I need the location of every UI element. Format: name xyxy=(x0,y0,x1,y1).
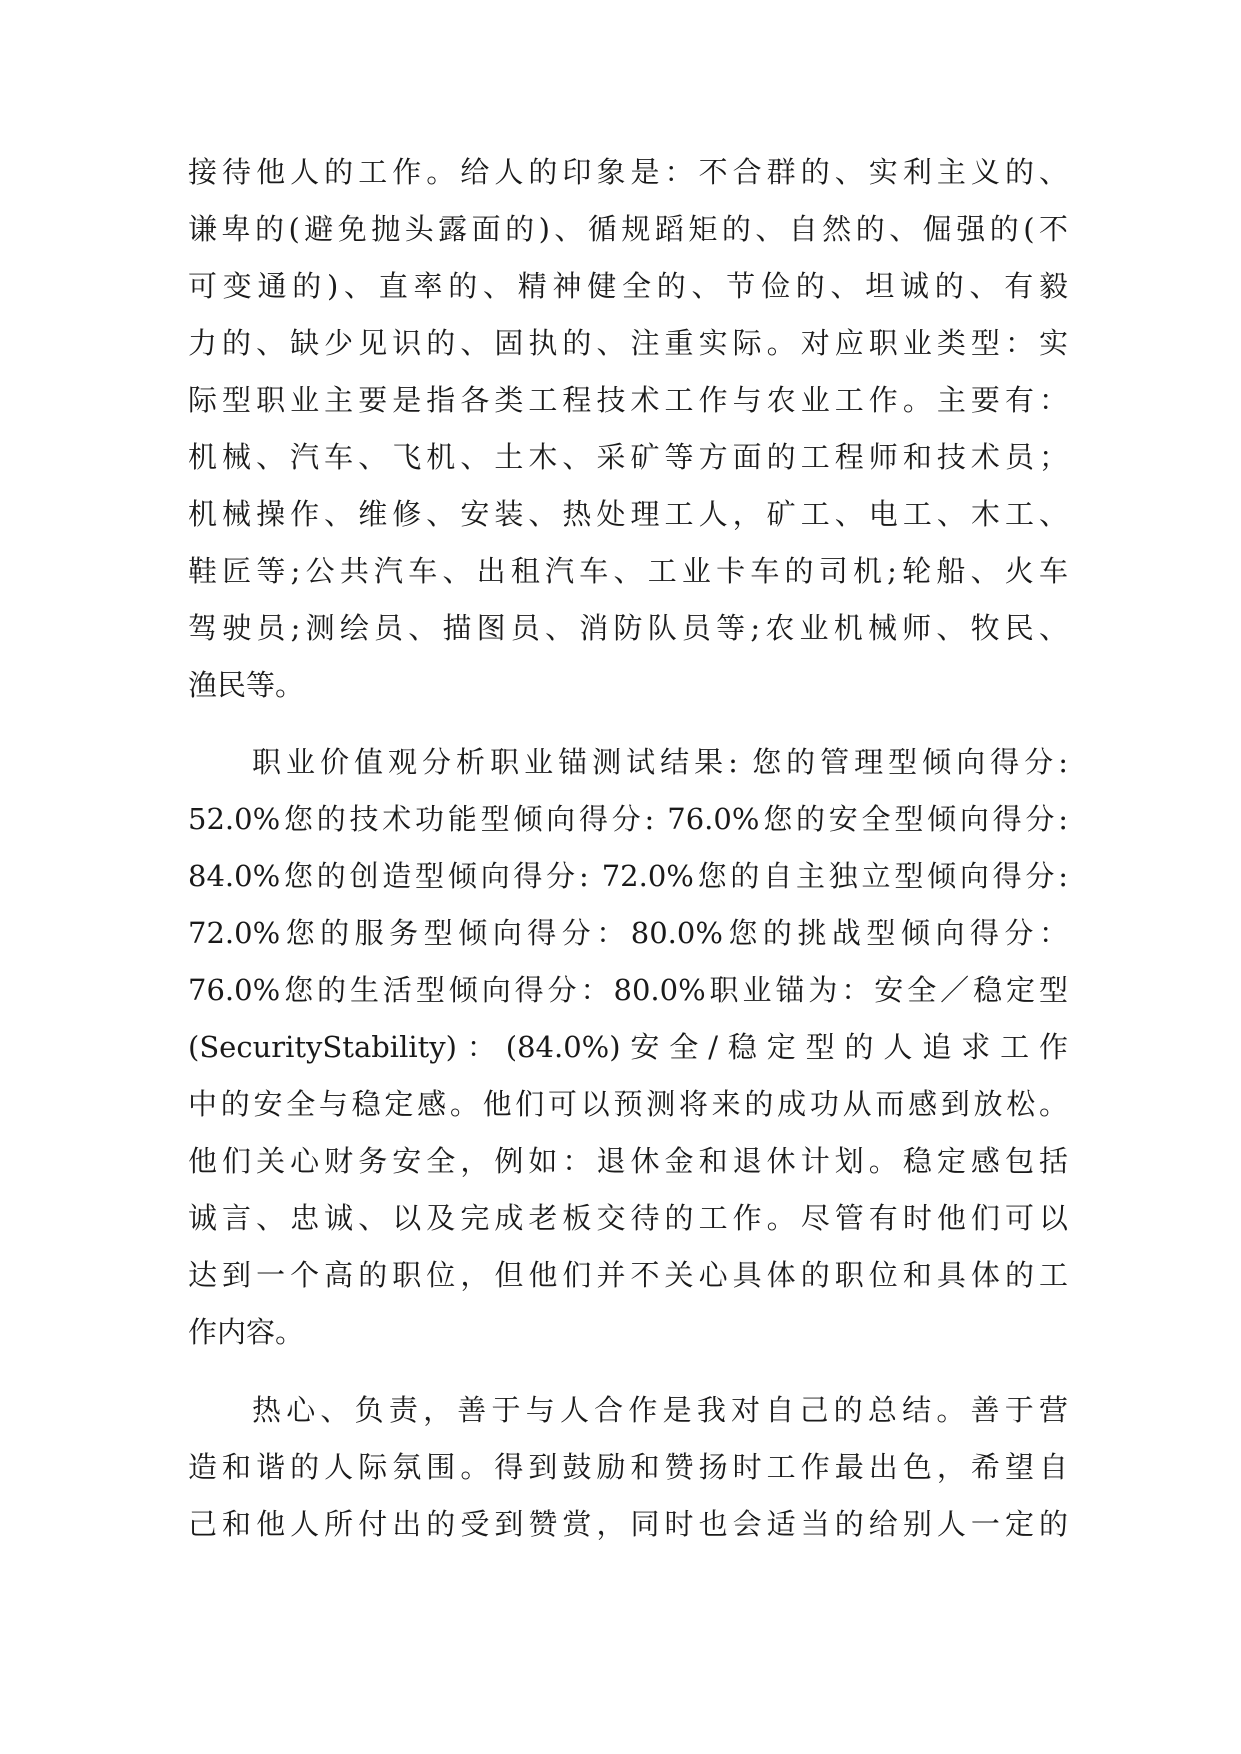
text-line: 际型职业主要是指各类工程技术工作与农业工作。主要有： xyxy=(188,383,1068,417)
text-line: 可变通的)、直率的、精神健全的、节俭的、坦诚的、有毅 xyxy=(188,269,1068,303)
text-line: 己和他人所付出的受到赞赏，同时也会适当的给别人一定的 xyxy=(188,1507,1068,1541)
text-line: 谦卑的(避免抛头露面的)、循规蹈矩的、自然的、倔强的(不 xyxy=(188,212,1068,246)
text-line: 鞋匠等;公共汽车、出租汽车、工业卡车的司机;轮船、火车 xyxy=(188,554,1068,588)
text-line: 他们关心财务安全，例如：退休金和退休计划。稳定感包括 xyxy=(188,1144,1068,1178)
text-line: 机械操作、维修、安装、热处理工人，矿工、电工、木工、 xyxy=(188,497,1068,531)
text-line: (SecurityStability)：(84.0%)安全/稳定型的人追求工作 xyxy=(188,1030,1068,1064)
text-line: 72.0%您的服务型倾向得分：80.0%您的挑战型倾向得分： xyxy=(188,916,1068,950)
text-line: 造和谐的人际氛围。得到鼓励和赞扬时工作最出色，希望自 xyxy=(188,1450,1068,1484)
text-line: 诚言、忠诚、以及完成老板交待的工作。尽管有时他们可以 xyxy=(188,1201,1068,1235)
text-line: 84.0%您的创造型倾向得分: 72.0%您的自主独立型倾向得分: xyxy=(188,859,1068,893)
text-line: 作内容。 xyxy=(188,1315,305,1349)
text-line: 机械、汽车、飞机、土木、采矿等方面的工程师和技术员； xyxy=(188,440,1068,474)
text-line: 达到一个高的职位，但他们并不关心具体的职位和具体的工 xyxy=(188,1258,1068,1292)
text-line: 76.0%您的生活型倾向得分：80.0%职业锚为：安全／稳定型 xyxy=(188,973,1068,1007)
text-line: 职业价值观分析职业锚测试结果: 您的管理型倾向得分: xyxy=(252,745,1068,779)
text-line: 52.0%您的技术功能型倾向得分: 76.0%您的安全型倾向得分: xyxy=(188,802,1068,836)
text-line: 驾驶员;测绘员、描图员、消防队员等;农业机械师、牧民、 xyxy=(188,611,1068,645)
text-line: 中的安全与稳定感。他们可以预测将来的成功从而感到放松。 xyxy=(188,1087,1068,1121)
text-line: 力的、缺少见识的、固执的、注重实际。对应职业类型：实 xyxy=(188,326,1068,360)
text-line: 接待他人的工作。给人的印象是：不合群的、实利主义的、 xyxy=(188,155,1068,189)
text-line: 热心、负责，善于与人合作是我对自己的总结。善于营 xyxy=(252,1393,1068,1427)
text-line: 渔民等。 xyxy=(188,668,305,702)
